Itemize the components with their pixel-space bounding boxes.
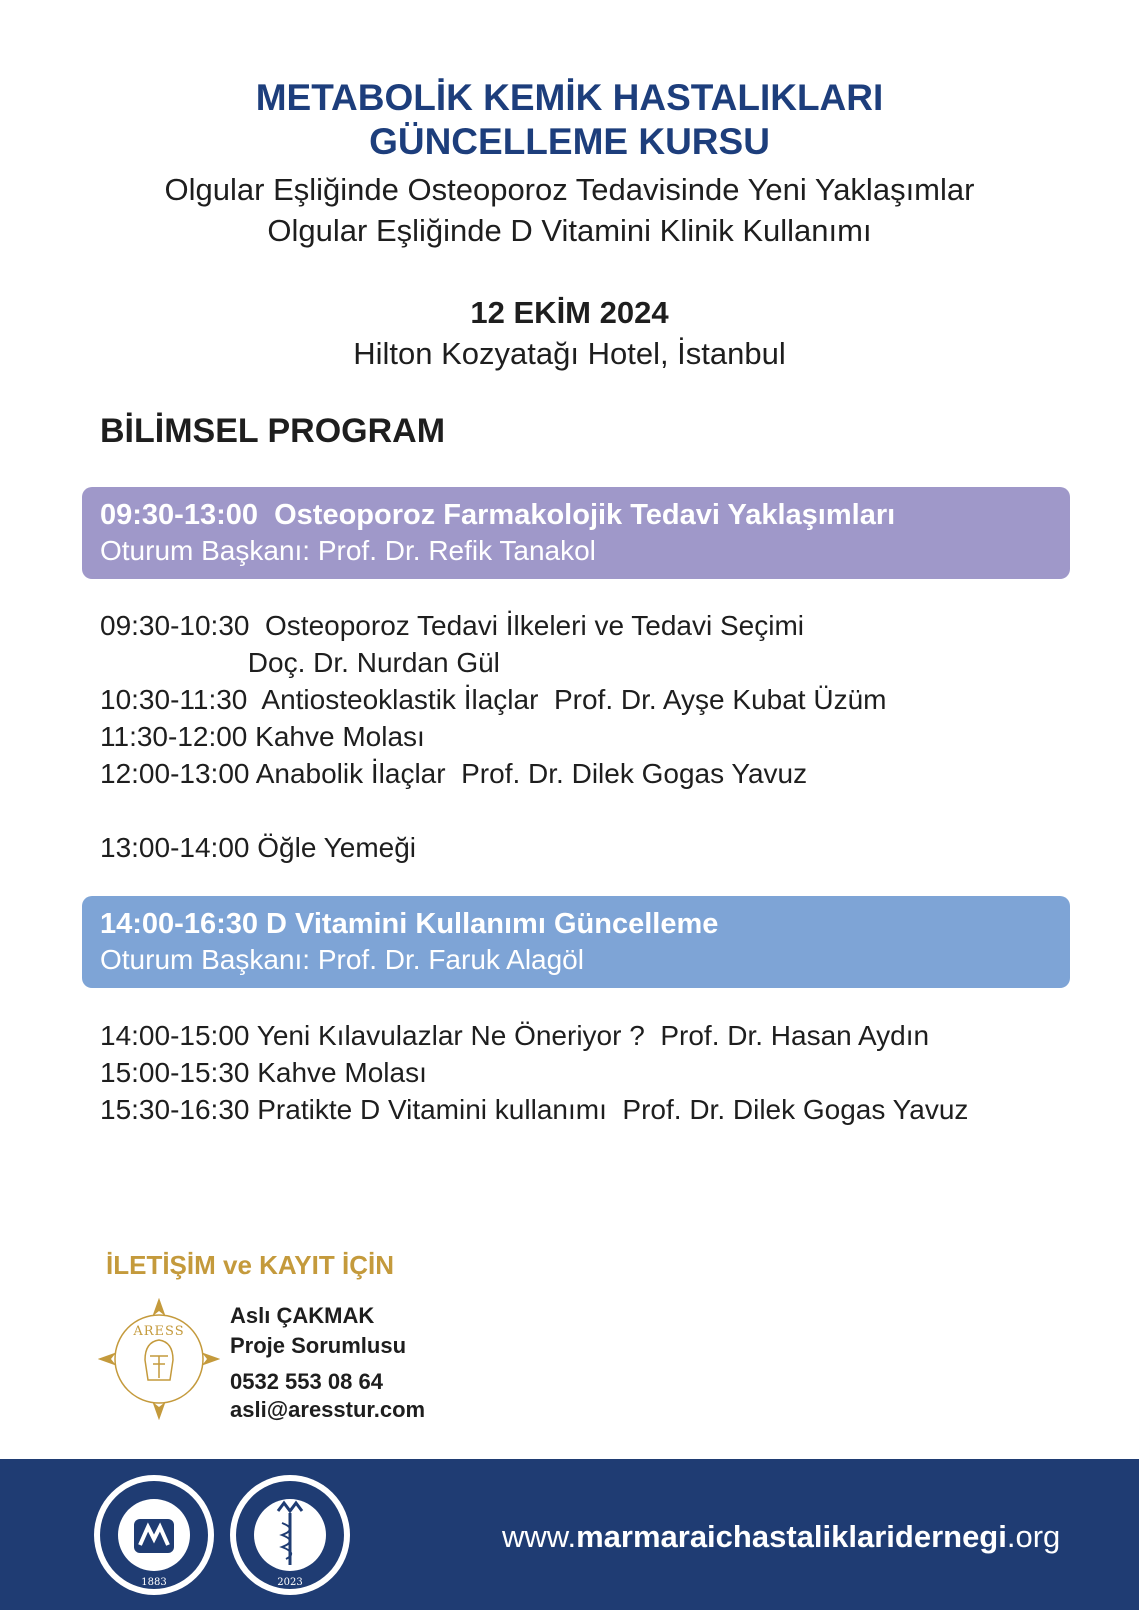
program-title: BİLİMSEL PROGRAM xyxy=(100,412,446,450)
url-prefix: www. xyxy=(502,1519,577,1554)
aress-logo-text: ARESS xyxy=(133,1324,185,1339)
session-2-item: 15:30-16:30 Pratikte D Vitamini kullanımı Prof. Dr. Dilek Gogas Yavuz xyxy=(100,1094,969,1125)
session-1-item: 10:30-11:30 Antiosteoklastik İlaçlar Prof. Dr. Ayşe Kubat Üzüm xyxy=(100,684,887,715)
internal-medicine-association-seal xyxy=(228,1473,352,1597)
title-line-2: GÜNCELLEME KURSU xyxy=(369,121,770,162)
subtitle-line-1: Olgular Eşliğinde Osteoporoz Tedavisinde Yeni Yaklaşımlar xyxy=(164,172,975,207)
session-1-item: 11:30-12:00 Kahve Molası xyxy=(100,721,425,752)
contact-title: İLETİŞİM ve KAYIT İÇİN xyxy=(106,1250,394,1280)
title-line-1: METABOLİK KEMİK HASTALIKLARI xyxy=(255,77,884,118)
session-1-chair: Oturum Başkanı: Prof. Dr. Refik Tanakol xyxy=(100,535,596,566)
session-1-item: 09:30-10:30 Osteoporoz Tedavi İlkeleri ve Tedavi Seçimi xyxy=(100,610,805,641)
seal-2-year: 2023 xyxy=(277,1577,303,1588)
lunch-break: 13:00-14:00 Öğle Yemeği xyxy=(100,832,417,863)
marmara-university-seal xyxy=(92,1473,216,1597)
session-2-banner xyxy=(82,896,1070,988)
session-2-chair: Oturum Başkanı: Prof. Dr. Faruk Alagöl xyxy=(100,944,584,975)
session-2-item: 14:00-15:00 Yeni Kılavulazlar Ne Öneriyor ? Prof. Dr. Hasan Aydın xyxy=(100,1020,930,1051)
aress-logo xyxy=(98,1298,220,1420)
url-suffix: .org xyxy=(1006,1519,1061,1554)
subtitle-line-2: Olgular Eşliğinde D Vitamini Klinik Kullanımı xyxy=(267,213,872,248)
contact-phone[interactable]: 0532 553 08 64 xyxy=(230,1369,383,1394)
contact-role: Proje Sorumlusu xyxy=(230,1333,407,1358)
seal-1-year: 1883 xyxy=(141,1577,167,1588)
contact-email[interactable]: asli@aresstur.com xyxy=(230,1397,426,1422)
url-main: marmaraichastaliklaridernegi xyxy=(576,1519,1007,1554)
session-1-banner xyxy=(82,487,1070,579)
contact-name: Aslı ÇAKMAK xyxy=(230,1303,375,1328)
session-1-heading: 09:30-13:00 Osteoporoz Farmakolojik Tedavi Yaklaşımları xyxy=(100,499,896,531)
session-1-item: Doç. Dr. Nurdan Gül xyxy=(100,647,500,678)
website-url[interactable] xyxy=(502,1519,1060,1555)
event-date: 12 EKİM 2024 xyxy=(470,295,669,330)
session-1-item: 12:00-13:00 Anabolik İlaçlar Prof. Dr. Dilek Gogas Yavuz xyxy=(100,758,808,789)
event-venue: Hilton Kozyatağı Hotel, İstanbul xyxy=(353,336,786,371)
session-2-item: 15:00-15:30 Kahve Molası xyxy=(100,1057,427,1088)
session-2-heading: 14:00-16:30 D Vitamini Kullanımı Güncelleme xyxy=(100,908,719,940)
